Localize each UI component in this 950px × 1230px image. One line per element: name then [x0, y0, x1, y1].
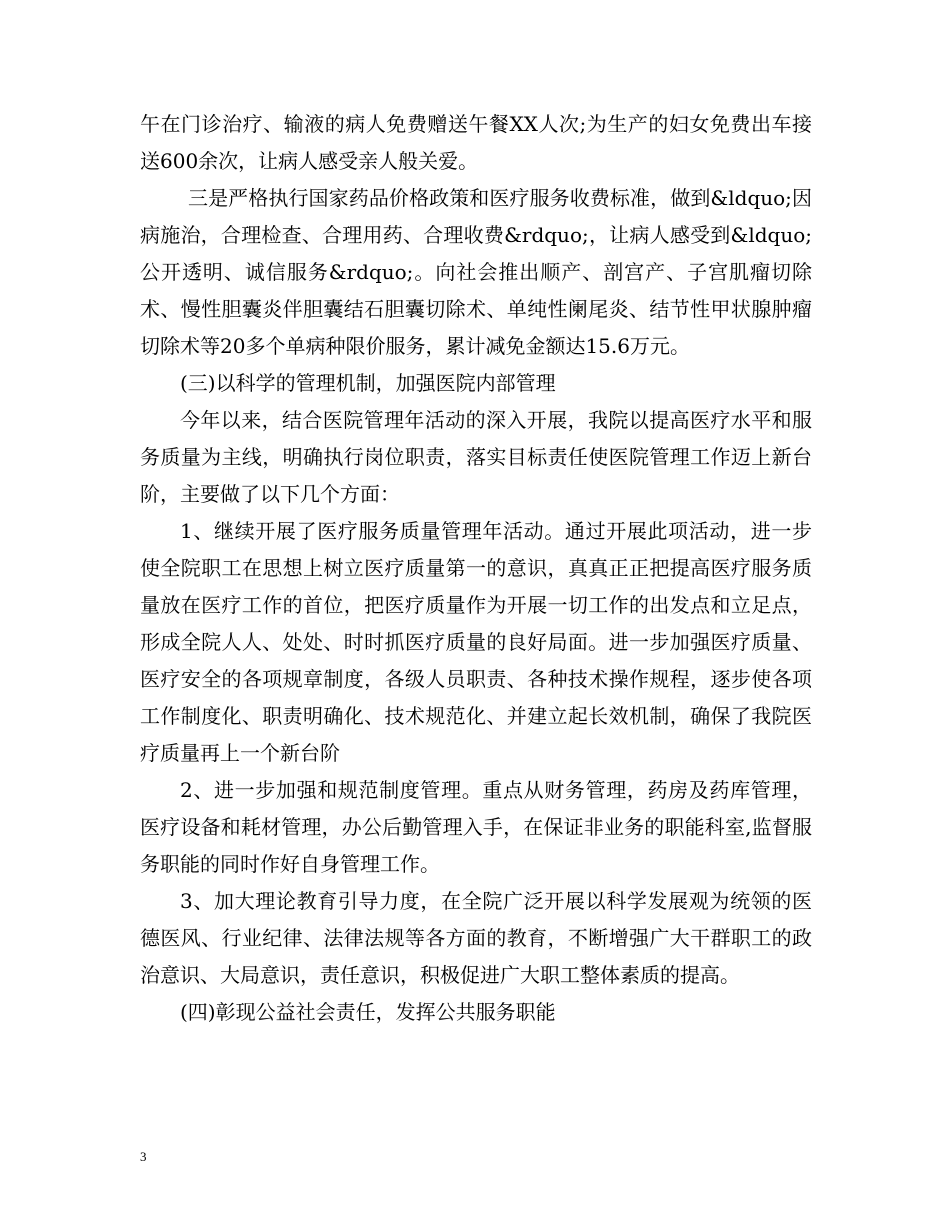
section-heading-3: (三)以科学的管理机制，加强医院内部管理 [180, 371, 556, 395]
paragraph-item-3: 3、加大理论教育引导力度，在全院广泛开展以科学发展观为统领的医德医风、行业纪律、法律法规等各方面的教育，不断增强广大干群职工的政治意识、大局意识，责任意识，积极促进广大职工整体素质的提高。 [140, 889, 812, 987]
paragraph-continuation: 午在门诊治疗、输液的病人免费赠送午餐XX人次;为生产的妇女免费出车接送600余次，让病人感受亲人般关爱。 [140, 112, 812, 173]
paragraph-price-policy: 三是严格执行国家药品价格政策和医疗服务收费标准，做到&ldquo;因病施治，合理检查、合理用药、合理收费&rdquo;，让病人感受到&ldquo;公开透明、诚信服务&rdquo;。向社会推出顺产、剖宫产、子宫肌瘤切除术、慢性胆囊炎伴胆囊结石胆囊切除术、单纯性阑尾炎、结节性甲状腺肿瘤切除术等20多个单病种限价服务，累计减免金额达15.6万元。 [140, 186, 812, 358]
paragraph-management-intro: 今年以来，结合医院管理年活动的深入开展，我院以提高医疗水平和服务质量为主线，明确执行岗位职责，落实目标责任使医院管理工作迈上新台阶，主要做了以下几个方面： [140, 408, 812, 506]
section-heading-4: (四)彰现公益社会责任，发挥公共服务职能 [180, 1000, 556, 1024]
paragraph-item-2: 2、进一步加强和规范制度管理。重点从财务管理，药房及药库管理，医疗设备和耗材管理，办公后勤管理入手，在保证非业务的职能科室,监督服务职能的同时作好自身管理工作。 [140, 778, 812, 876]
body-text [140, 106, 812, 1031]
page-number: 3 [140, 1149, 147, 1164]
paragraph-item-1: 1、继续开展了医疗服务质量管理年活动。通过开展此项活动，进一步使全院职工在思想上树立医疗质量第一的意识，真真正正把提高医疗服务质量放在医疗工作的首位，把医疗质量作为开展一切工作的出发点和立足点，形成全院人人、处处、时时抓医疗质量的良好局面。进一步加强医疗质量、医疗安全的各项规章制度，各级人员职责、各种技术操作规程，逐步使各项工作制度化、职责明确化、技术规范化、并建立起长效机制，确保了我院医疗质量再上一个新台阶 [140, 519, 812, 765]
